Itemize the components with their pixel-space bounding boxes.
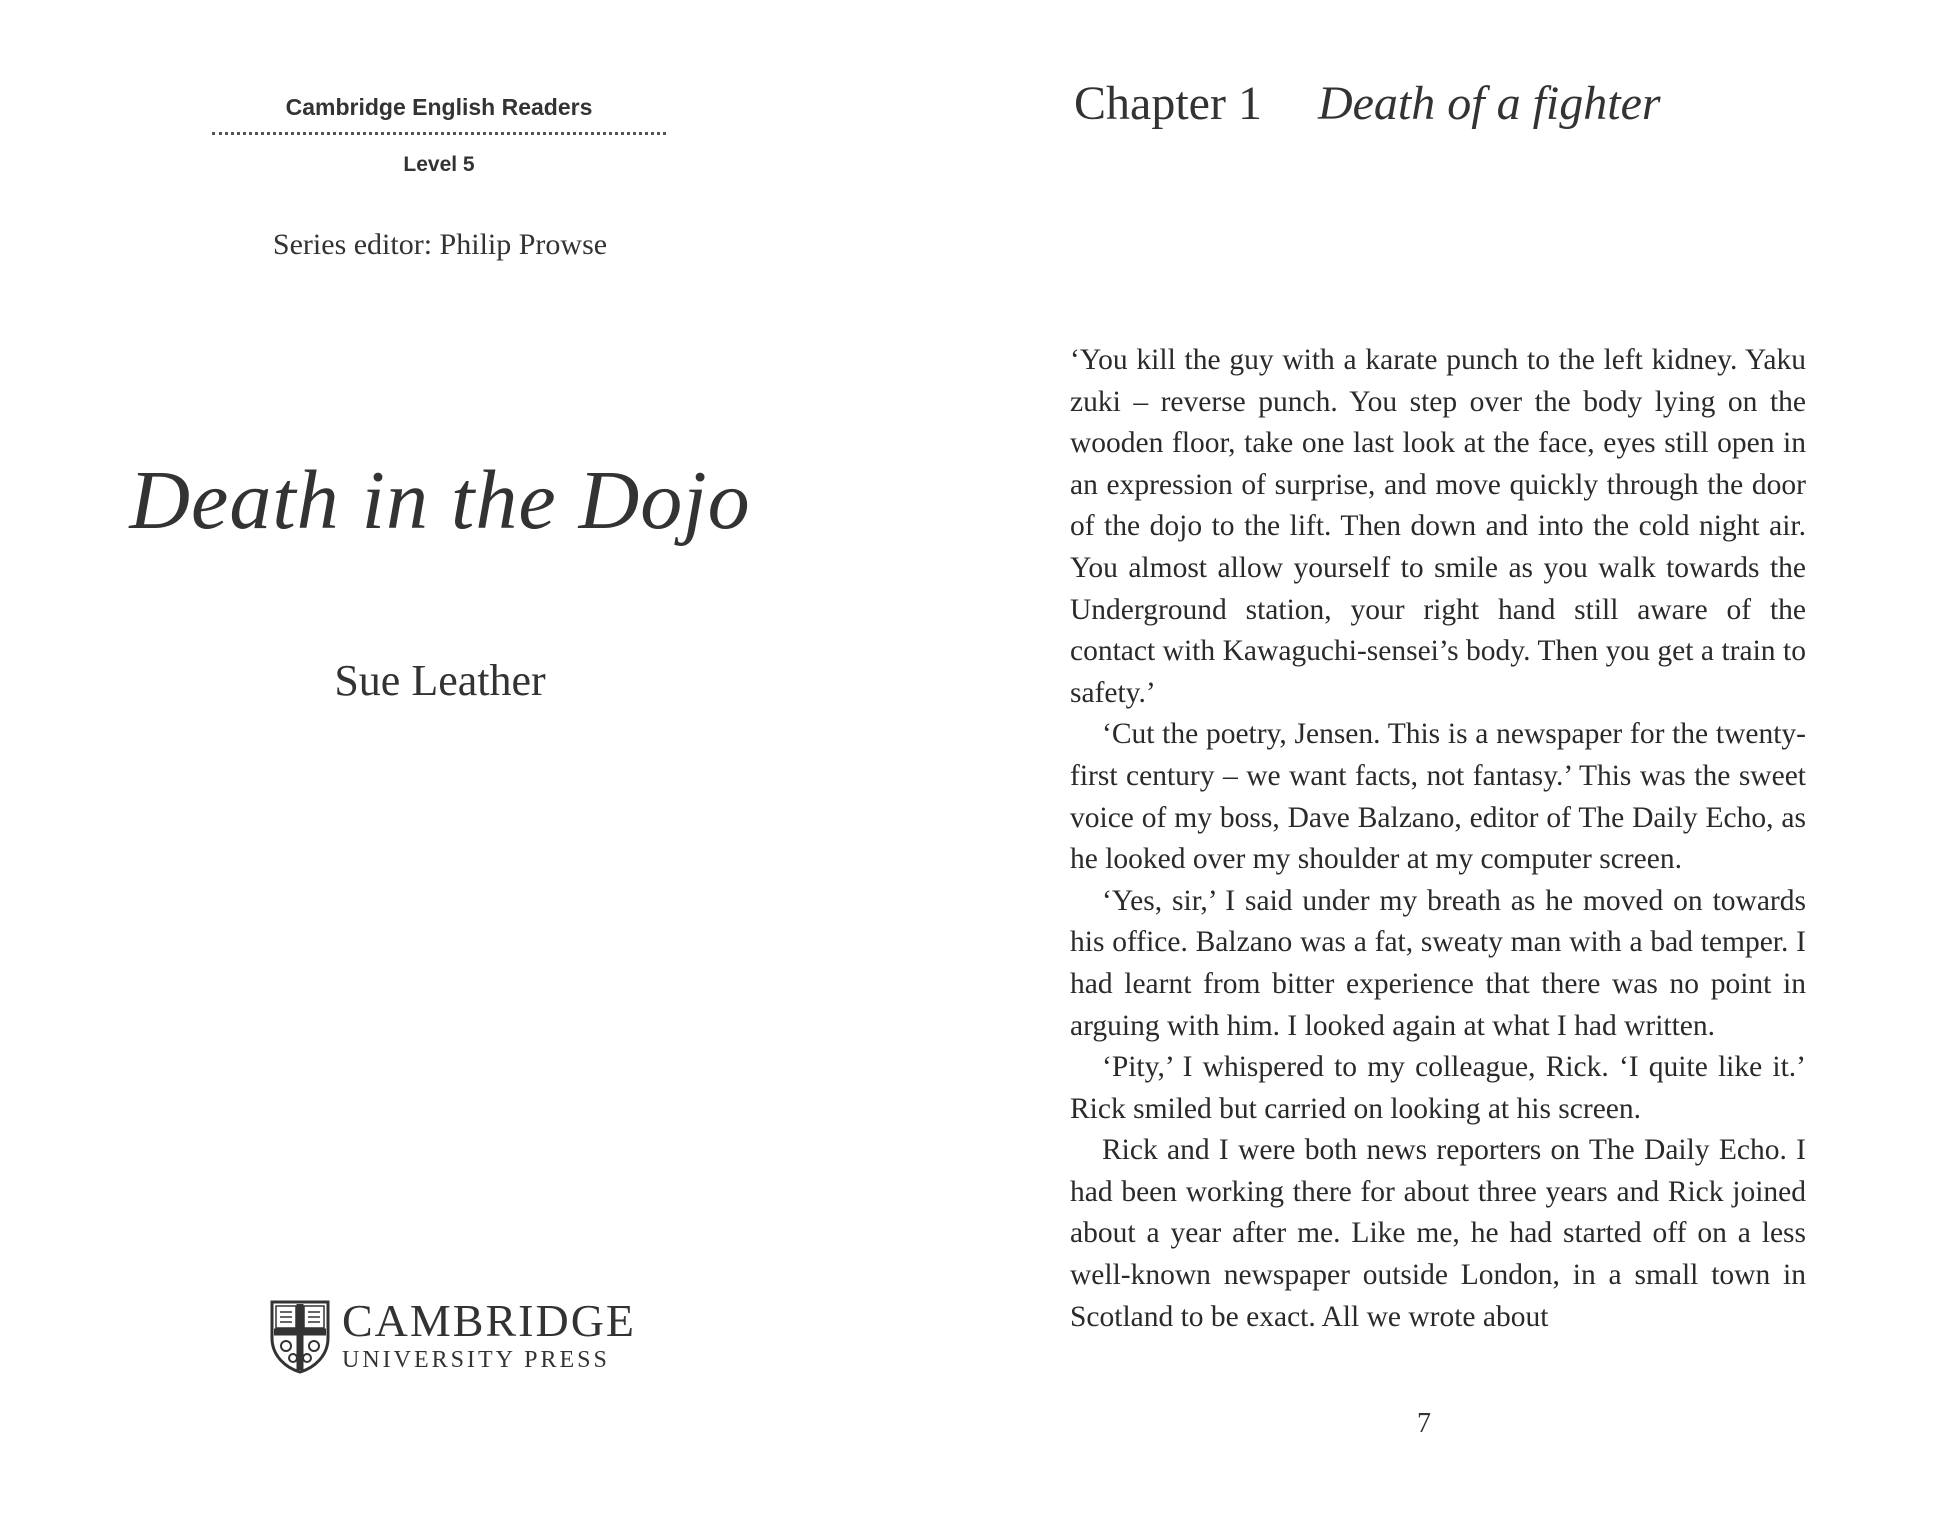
level-label: Level 5 (403, 153, 475, 176)
chapter-heading (1074, 76, 1661, 131)
paragraph: ‘Cut the poetry, Jensen. This is a newspaper for the twenty-first century – we want facts, not fantasy.’ This was the sweet voice of my boss, Dave Balzano, editor of The Daily Echo, as he looked over my shoulder at my computer screen. (1070, 718, 1806, 876)
chapter-title: Death of a fighter (1317, 77, 1661, 130)
dotted-divider (212, 132, 666, 135)
paragraph: ‘Pity,’ I whispered to my colleague, Rick. ‘I quite like it.’ Rick smiled but carried on looking at his screen. (1070, 1051, 1806, 1125)
publisher-logo (268, 1295, 637, 1374)
author-name: Sue Leather (334, 656, 546, 705)
paragraph: ‘You kill the guy with a karate punch to the left kidney. Yaku zuki – reverse punch. You step over the body lying on the wooden floor, take one last look at the face, eyes still open in an expression of surprise, and move quickly through the door of the dojo to the lift. Then down and into the cold night air. You almost allow yourself to smile as you walk towards the Underground station, your right hand still aware of the contact with Kawaguchi-sensei’s body. Then you get a train to safety.’ (1070, 344, 1806, 709)
publisher-name: CAMBRIDGE (342, 1295, 637, 1346)
book-title: Death in the Dojo (129, 454, 751, 547)
paragraph: Rick and I were both news reporters on The Daily Echo. I had been working there for about three years and Rick joined about a year after me. Like me, he had started off on a less well-known newspaper outside London, in a small town in Scotland to be exact. All we wrote about (1070, 1134, 1806, 1333)
right-page (974, 0, 1948, 1539)
chapter-body (1070, 340, 1806, 1338)
publisher-subtitle: UNIVERSITY PRESS (342, 1347, 610, 1373)
page-number: 7 (1417, 1408, 1431, 1439)
paragraph: ‘Yes, sir,’ I said under my breath as he moved on towards his office. Balzano was a fat, sweaty man with a bad temper. I had learnt from bitter experience that there was no point in arguing with him. I looked again at what I had written. (1070, 884, 1806, 1042)
chapter-number: Chapter 1 (1074, 77, 1262, 130)
university-crest-icon (268, 1298, 332, 1374)
series-name: Cambridge English Readers (285, 94, 593, 120)
series-editor: Series editor: Philip Prowse (272, 228, 608, 261)
